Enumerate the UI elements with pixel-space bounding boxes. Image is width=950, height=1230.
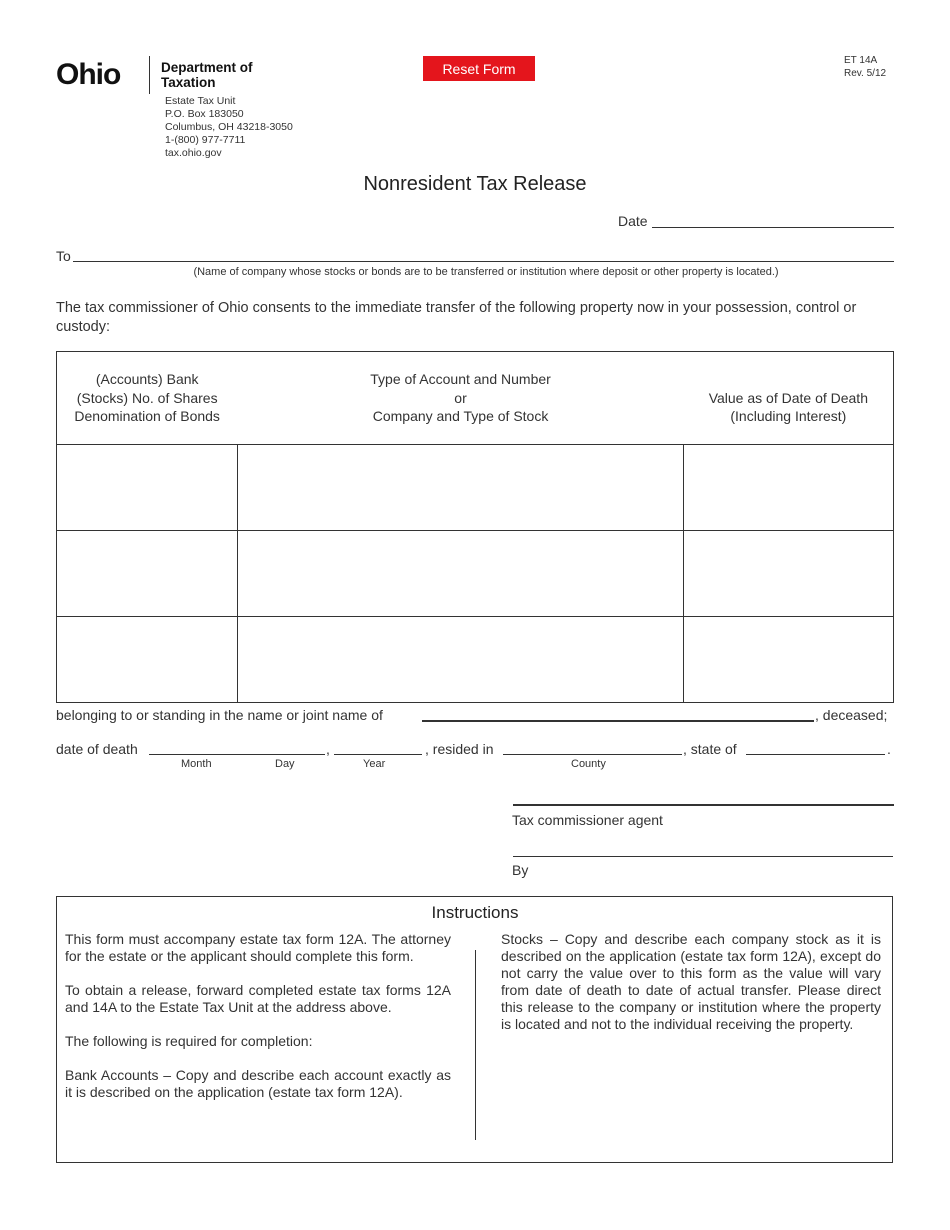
table-header-row (57, 352, 894, 445)
county-underline (503, 754, 682, 755)
deceased-name-underline (422, 720, 814, 722)
table-row (57, 445, 894, 531)
resided-in-label: , resided in (425, 741, 494, 757)
instruction-paragraph: Bank Accounts – Copy and describe each account exactly as it is described on the application (estate tax form 12A). (65, 1067, 451, 1100)
year-caption: Year (363, 758, 386, 770)
agent-signature-field[interactable] (515, 784, 892, 802)
by-signature-field[interactable] (515, 837, 891, 855)
page-title: Nonresident Tax Release (363, 173, 587, 195)
instruction-paragraph: This form must accompany estate tax form 12A. The attorney for the estate or the applicant should complete this form. (65, 931, 451, 964)
property-table (56, 351, 894, 703)
header-line: (Including Interest) (730, 408, 847, 424)
to-underline (73, 261, 894, 262)
address-line: Columbus, OH 43218-3050 (165, 121, 293, 133)
header-line: (Accounts) Bank (95, 371, 199, 388)
by-signature-line (513, 856, 893, 857)
instructions-right-column (501, 931, 881, 1050)
to-field[interactable] (75, 243, 892, 261)
logo-divider (149, 56, 150, 94)
header-line: Value as of Date of Death (708, 389, 868, 406)
col-header-account-type (237, 352, 683, 445)
to-caption: (Name of company whose stocks or bonds are to be transferred or institution where deposit or other property is located.) (193, 266, 779, 278)
instruction-paragraph: The following is required for completion: (65, 1033, 313, 1049)
dept-line-2: Taxation (161, 75, 216, 90)
ohio-logo: Ohio (56, 58, 121, 91)
address-line: Estate Tax Unit (165, 95, 236, 107)
cell-input[interactable] (238, 617, 683, 702)
dept-line-1: Department of (161, 60, 253, 75)
month-day-field[interactable] (151, 736, 323, 754)
belonging-label: belonging to or standing in the name or joint name of (56, 707, 383, 723)
state-field[interactable] (748, 736, 883, 754)
month-caption: Month (181, 758, 212, 770)
deceased-suffix: , deceased; (815, 707, 888, 723)
form-number (844, 54, 886, 80)
year-underline (334, 754, 422, 755)
address-line: P.O. Box 183050 (165, 108, 244, 120)
col-header-value (684, 352, 894, 445)
cell-input[interactable] (238, 445, 683, 530)
header-line: or (454, 389, 467, 406)
agent-signature-line (513, 804, 894, 806)
cell-input[interactable] (684, 617, 893, 702)
address-block (165, 95, 293, 160)
table-row (57, 617, 894, 703)
intro-paragraph: The tax commissioner of Ohio consents to the immediate transfer of the following property now in your possession, control or custody: (56, 300, 857, 335)
form-revision: Rev. 5/12 (844, 68, 887, 79)
day-caption: Day (275, 758, 295, 770)
column-divider (475, 950, 476, 1140)
instructions-title: Instructions (431, 903, 519, 922)
date-label: Date (618, 213, 648, 229)
month-day-underline (149, 754, 325, 755)
period: . (887, 741, 891, 757)
table-cell[interactable] (237, 445, 683, 531)
table-cell[interactable] (684, 617, 894, 703)
cell-input[interactable] (57, 531, 237, 616)
header-line: Company and Type of Stock (372, 408, 549, 425)
department-name (161, 60, 253, 90)
table-cell[interactable] (57, 617, 238, 703)
by-label: By (512, 862, 529, 878)
cell-input[interactable] (684, 445, 893, 530)
header-line: Type of Account and Number (370, 371, 551, 388)
agent-label: Tax commissioner agent (512, 812, 663, 828)
table-cell[interactable] (237, 617, 683, 703)
reset-form-button[interactable]: Reset Form (423, 56, 535, 81)
deceased-name-field[interactable] (424, 701, 812, 719)
cell-input[interactable] (238, 531, 683, 616)
header-line: (Stocks) No. of Shares (76, 389, 218, 406)
col-header-bank-shares (57, 352, 238, 445)
table-cell[interactable] (237, 531, 683, 617)
address-line: 1-(800) 977-7711 (165, 134, 246, 146)
date-field[interactable] (654, 209, 892, 227)
cell-input[interactable] (57, 445, 237, 530)
instructions-left-column (65, 931, 451, 1118)
state-of-label: , state of (683, 741, 737, 757)
date-of-death-label: date of death (56, 741, 138, 757)
table-cell[interactable] (684, 445, 894, 531)
date-underline (652, 227, 894, 228)
cell-input[interactable] (684, 531, 893, 616)
header-line: Denomination of Bonds (74, 408, 220, 425)
table-row (57, 531, 894, 617)
instruction-paragraph: To obtain a release, forward completed estate tax forms 12A and 14A to the Estate Tax Unit at the address above. (65, 982, 451, 1015)
address-line: tax.ohio.gov (165, 147, 222, 159)
cell-input[interactable] (57, 617, 237, 702)
county-caption: County (571, 758, 606, 770)
county-field[interactable] (505, 736, 680, 754)
table-cell[interactable] (57, 531, 238, 617)
comma: , (326, 741, 330, 757)
year-field[interactable] (336, 736, 420, 754)
table-cell[interactable] (684, 531, 894, 617)
form-id: ET 14A (844, 55, 878, 66)
state-underline (746, 754, 885, 755)
to-label: To (56, 248, 71, 264)
table-cell[interactable] (57, 445, 238, 531)
instruction-paragraph: Stocks – Copy and describe each company stock as it is described on the application (estate tax form 12A), except do not carry the value over to this form as the value will vary from date of death to date of actual transfer. Please direct this release to the company or institution where the property is located and not to the individual receiving the property. (501, 931, 881, 1032)
